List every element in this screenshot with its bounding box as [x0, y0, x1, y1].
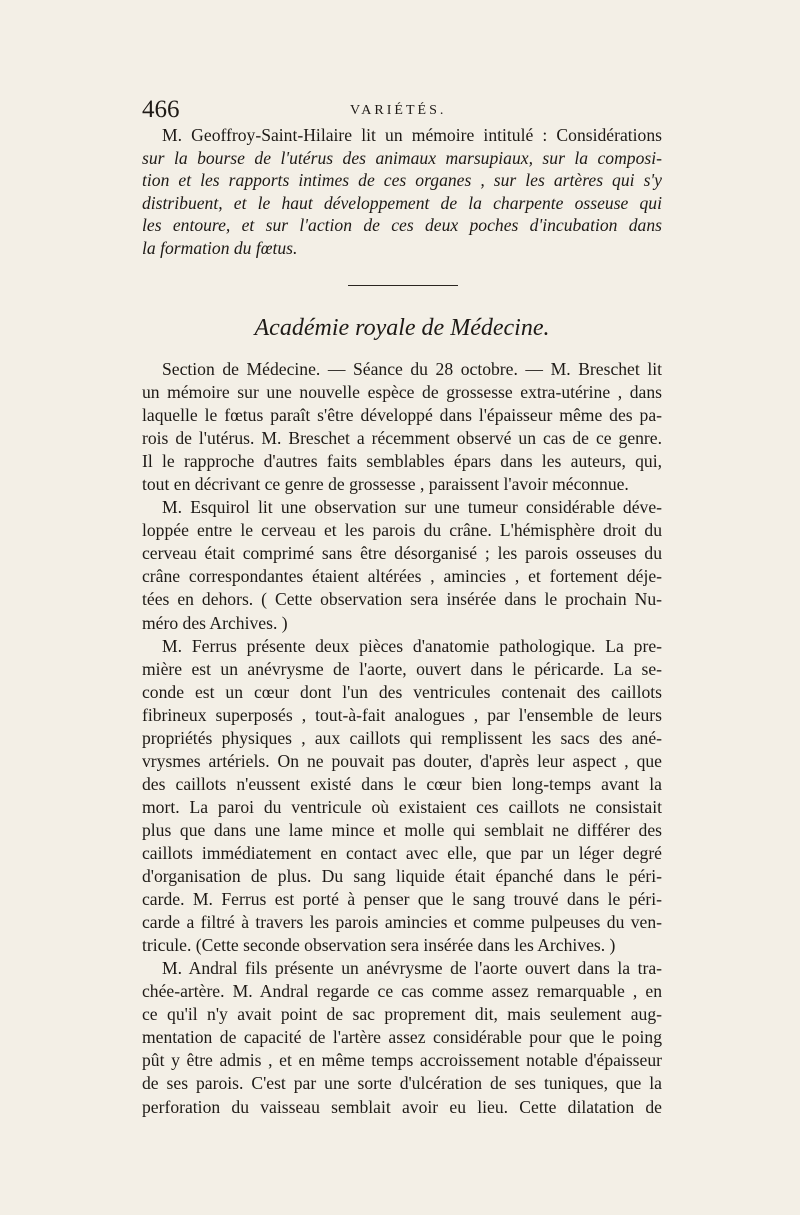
- text-line: vrysmes artériels. On ne pouvait pas douter, d'après leur aspect , que: [142, 750, 662, 771]
- text-line: sur la bourse de l'utérus des animaux marsupiaux, sur la composi-: [142, 147, 662, 168]
- text-line: d'organisation de plus. Du sang liquide était épanché dans le péri-: [142, 866, 662, 887]
- text-line: tout en décrivant ce genre de grossesse , paraissent l'avoir méconnue.: [142, 474, 629, 495]
- text-line: tricule. (Cette seconde observation sera insérée dans les Archives. ): [142, 935, 616, 956]
- page-header: [142, 96, 662, 126]
- text-line: cerveau était comprimé sans être désorganisé ; les parois osseuses du: [142, 543, 662, 564]
- text-line: rois de l'utérus. M. Breschet a récemment observé un cas de ce genre.: [142, 428, 662, 449]
- text-line: les entoure, et sur l'action de ces deux poches d'incubation dans: [142, 215, 662, 236]
- text-line: crâne correspondantes étaient altérées , amincies , et fortement déje-: [142, 566, 662, 587]
- body-text: [142, 358, 662, 1119]
- text-line: pût y être admis , et en même temps accroissement notable d'épaisseur: [142, 1050, 662, 1071]
- geoffroy-paragraph: [142, 124, 662, 260]
- text-line: méro des Archives. ): [142, 612, 288, 633]
- section-divider: [348, 285, 458, 286]
- text-line: tion et les rapports intimes de ces organes , sur les artères qui s'y: [142, 170, 662, 191]
- text-line: un mémoire sur une nouvelle espèce de grossesse extra-utérine , dans: [142, 382, 662, 403]
- text-line: perforation du vaisseau semblait avoir eu lieu. Cette dilatation de: [142, 1096, 662, 1117]
- text-line: laquelle le fœtus paraît s'être développé dans l'épaisseur même des pa-: [142, 405, 662, 426]
- text-line: fibrineux superposés , tout-à-fait analogues , par l'ensemble de leurs: [142, 704, 662, 725]
- text-line: ce qu'il n'y avait point de sac proprement dit, mais seulement aug-: [142, 1004, 662, 1025]
- text-line: mort. La paroi du ventricule où existaient ces caillots ne consistait: [142, 796, 662, 817]
- text-line: propriétés physiques , aux caillots qui remplissent les sacs des ané-: [142, 727, 662, 748]
- text-line: chée-artère. M. Andral regarde ce cas comme assez remarquable , en: [142, 981, 662, 1002]
- text-line: mière est un anévrysme de l'aorte, ouvert dans le péricarde. La se-: [142, 658, 662, 679]
- text-line: distribuent, et le haut développement de la charpente osseuse qui: [142, 192, 662, 213]
- text-line: caillots immédiatement en contact avec elle, que par un léger degré: [142, 842, 662, 863]
- page-number: 466: [142, 96, 180, 123]
- text-line: plus que dans une lame mince et molle qui semblait ne différer des: [142, 819, 662, 840]
- section-title: Académie royale de Médecine.: [254, 315, 550, 341]
- text-line: de ses parois. C'est par une sorte d'ulcération de ses tuniques, que la: [142, 1073, 662, 1094]
- text-line: Section de Médecine. — Séance du 28 octobre. — M. Breschet lit: [162, 359, 662, 379]
- text-line: des caillots n'eussent existé dans le cœur bien long-temps avant la: [142, 773, 662, 794]
- text-line: carde a filtré à travers les parois amincies et comme pulpeuses du ven-: [142, 912, 662, 933]
- text-line: la formation du fœtus.: [142, 237, 298, 258]
- running-head: VARIÉTÉS.: [350, 103, 447, 118]
- text-line: Il le rapproche d'autres faits semblables épars dans les auteurs, qui,: [142, 451, 662, 472]
- text-line: M. Esquirol lit une observation sur une tumeur considérable déve-: [162, 497, 662, 518]
- text-line: tées en dehors. ( Cette observation sera insérée dans le prochain Nu-: [142, 589, 662, 610]
- text-line: M. Geoffroy-Saint-Hilaire lit un mémoire intitulé : Considérations: [162, 125, 662, 145]
- text-line: M. Andral fils présente un anévrysme de l'aorte ouvert dans la tra-: [162, 958, 662, 979]
- text-line: carde. M. Ferrus est porté à penser que le sang trouvé dans le péri-: [142, 889, 662, 910]
- text-line: loppée entre le cerveau et les parois du crâne. L'hémisphère droit du: [142, 520, 662, 541]
- text-line: mentation de capacité de l'artère assez considérable pour que le poing: [142, 1027, 662, 1048]
- text-line: M. Ferrus présente deux pièces d'anatomie pathologique. La pre-: [162, 635, 662, 656]
- text-line: conde est un cœur dont l'un des ventricules contenait des caillots: [142, 681, 662, 702]
